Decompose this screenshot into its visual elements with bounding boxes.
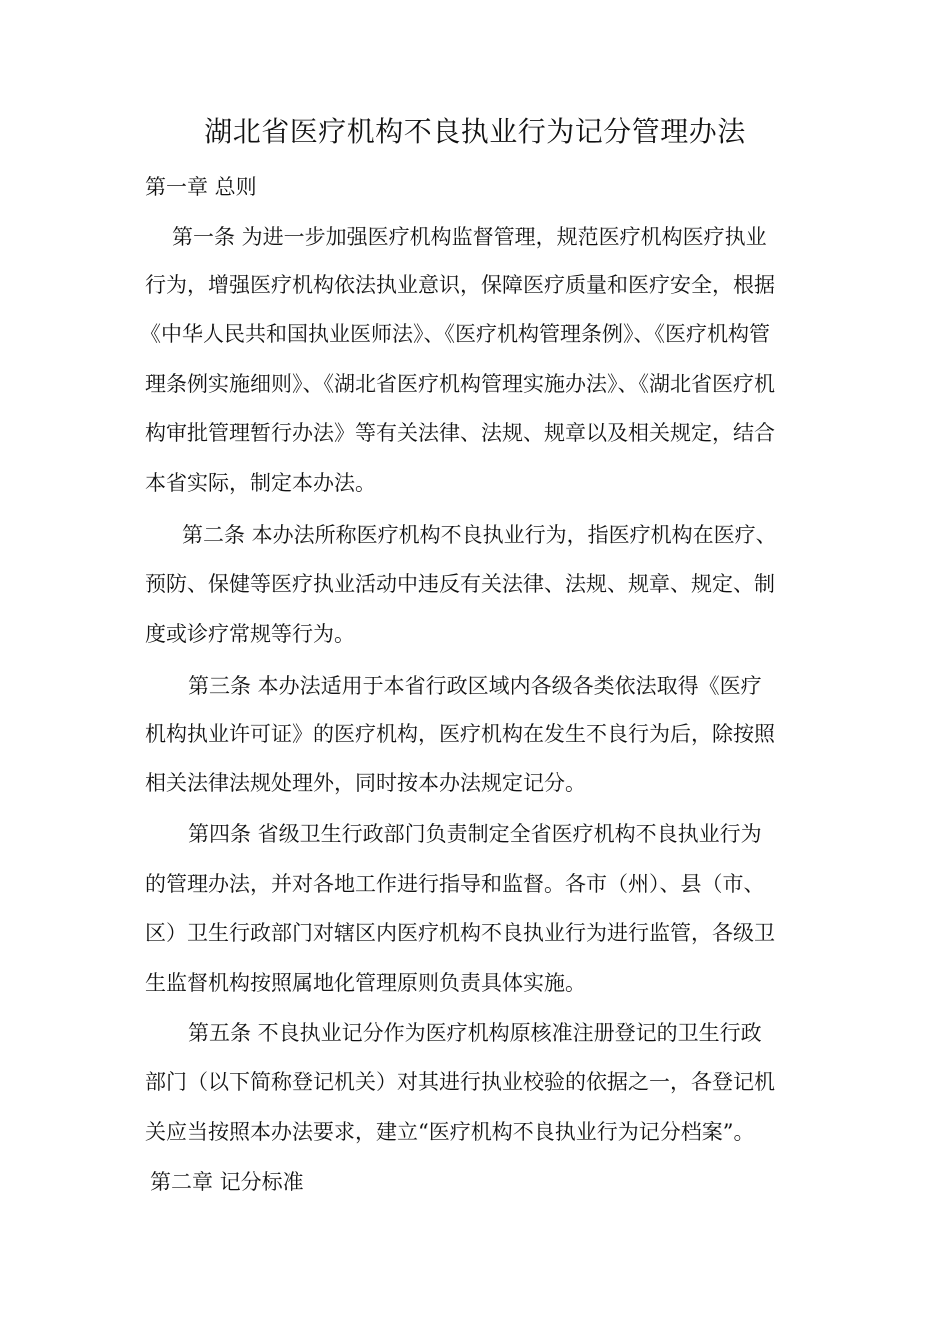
article-5-line: 关应当按照本办法要求，建立“医疗机构不良执业行为记分档案”。 [145,1120,755,1144]
document-title: 湖北省医疗机构不良执业行为记分管理办法 [204,115,746,148]
article-2-line: 第二条 本办法所称医疗机构不良执业行为，指医疗机构在医疗、 [182,523,777,547]
chapter-heading-2: 第二章 记分标准 [150,1170,304,1194]
article-1-line: 构审批管理暂行办法》等有关法律、法规、规章以及相关规定，结合 [145,421,775,445]
article-1-line: 行为，增强医疗机构依法执业意识，保障医疗质量和医疗安全，根据 [145,273,775,297]
article-1-line: 理条例实施细则》、《湖北省医疗机构管理实施办法》、《湖北省医疗机 [145,372,775,396]
article-3-line: 第三条 本办法适用于本省行政区域内各级各类依法取得《医疗 [188,674,762,698]
article-1-line: 《中华人民共和国执业医师法》、《医疗机构管理条例》、《医疗机构管 [140,322,770,346]
article-5-line: 第五条 不良执业记分作为医疗机构原核准注册登记的卫生行政 [188,1021,762,1045]
article-2-line: 预防、保健等医疗执业活动中违反有关法律、法规、规章、规定、制 [145,572,775,596]
article-4-line: 的管理办法，并对各地工作进行指导和监督。各市（州）、县（市、 [145,872,765,896]
article-4-line: 区）卫生行政部门对辖区内医疗机构不良执业行为进行监管，各级卫 [145,921,775,945]
article-3-line: 相关法律法规处理外，同时按本办法规定记分。 [145,771,586,795]
chapter-heading-1: 第一章 总则 [145,175,257,199]
article-3-line: 机构执业许可证》的医疗机构，医疗机构在发生不良行为后，除按照 [145,722,775,746]
article-1-line: 本省实际，制定本办法。 [145,471,376,495]
article-5-line: 部门（以下简称登记机关）对其进行执业校验的依据之一，各登记机 [145,1070,775,1094]
article-2-line: 度或诊疗常规等行为。 [145,622,355,646]
article-4-line: 第四条 省级卫生行政部门负责制定全省医疗机构不良执业行为 [188,822,762,846]
article-4-line: 生监督机构按照属地化管理原则负责具体实施。 [145,971,586,995]
article-1-line: 第一条 为进一步加强医疗机构监督管理，规范医疗机构医疗执业 [172,225,767,249]
